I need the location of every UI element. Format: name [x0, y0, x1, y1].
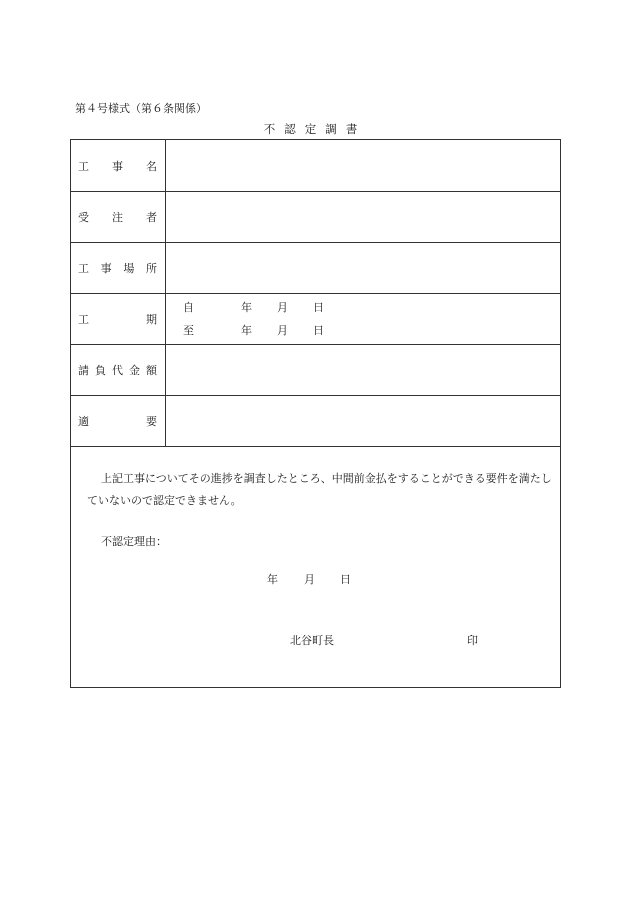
- issue-year-label: 年: [267, 573, 278, 586]
- period-field: [166, 293, 560, 344]
- row-remarks: [71, 395, 560, 447]
- notice-section: [71, 446, 560, 688]
- label-char: 工: [78, 261, 89, 275]
- label-char: 期: [146, 312, 157, 326]
- row-site: [71, 242, 560, 294]
- period-month-label: 月: [277, 324, 288, 337]
- label-char: 所: [145, 261, 157, 275]
- period-to-label: 至: [183, 324, 194, 337]
- document-title: 不認定調書: [263, 122, 367, 136]
- work-name-field[interactable]: [166, 140, 560, 191]
- label-period: [71, 293, 166, 344]
- remarks-field[interactable]: [166, 395, 560, 446]
- label-char: 事: [100, 261, 112, 275]
- amount-field[interactable]: [166, 344, 560, 395]
- reason-label: 不認定理由：: [101, 535, 167, 548]
- period-month-label: 月: [277, 301, 288, 314]
- label-contractor: [71, 191, 166, 242]
- form-number: 第４号様式（第６条関係）: [75, 102, 207, 115]
- label-remarks: [71, 395, 166, 446]
- signer-name: 北谷町長: [290, 634, 334, 647]
- period-from-label: 自: [183, 301, 194, 314]
- row-contractor: [71, 191, 560, 243]
- label-char: 工: [78, 312, 89, 326]
- label-char: 代: [112, 363, 123, 377]
- contractor-field[interactable]: [166, 191, 560, 242]
- label-char: 額: [146, 363, 157, 377]
- notice-body: 上記工事についてその進捗を調査したところ、中間前金払をすることができる要件を満たしていないので認定できません。: [87, 472, 552, 507]
- period-day-label: 日: [313, 324, 324, 337]
- label-char: 金: [129, 363, 140, 377]
- label-char: 場: [123, 261, 135, 275]
- label-char: 受: [78, 210, 89, 224]
- label-char: 名: [146, 159, 157, 173]
- period-year-label: 年: [241, 324, 252, 337]
- label-char: 適: [78, 414, 89, 428]
- issue-month-label: 月: [304, 573, 315, 586]
- issue-day-label: 日: [340, 573, 351, 586]
- row-work-name: [71, 140, 560, 192]
- site-field[interactable]: [166, 242, 560, 293]
- label-amount: [71, 344, 166, 395]
- label-site: [71, 242, 166, 293]
- label-char: 負: [95, 363, 106, 377]
- row-amount: [71, 344, 560, 396]
- label-char: 者: [146, 210, 157, 224]
- label-char: 注: [112, 210, 123, 224]
- label-char: 要: [146, 414, 157, 428]
- label-char: 事: [112, 159, 123, 173]
- seal-mark: 印: [467, 634, 478, 647]
- label-char: 工: [78, 159, 89, 173]
- form-table: [70, 139, 561, 688]
- label-char: 請: [78, 363, 89, 377]
- row-period: [71, 293, 560, 345]
- period-day-label: 日: [313, 301, 324, 314]
- period-year-label: 年: [241, 301, 252, 314]
- label-work-name: [71, 140, 166, 191]
